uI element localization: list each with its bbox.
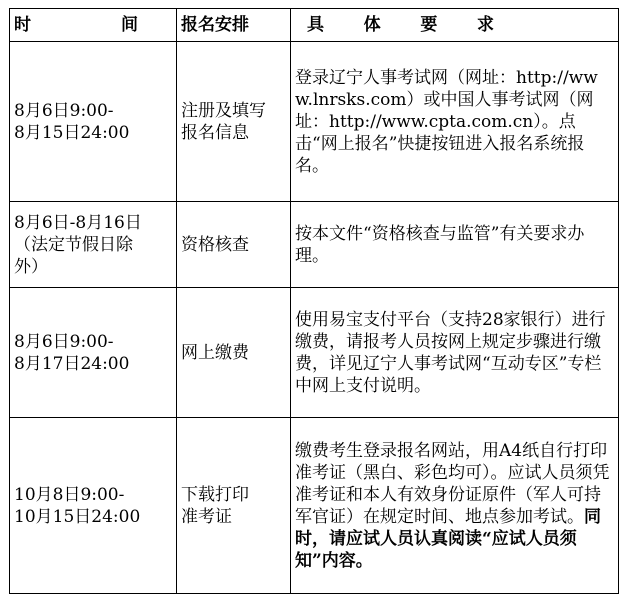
item-line: 注册及填写 — [181, 100, 266, 121]
row-item — [177, 288, 291, 418]
time-line: 8月15日24:00 — [14, 122, 130, 143]
header-req-char-3: 要 — [420, 15, 438, 35]
header-req-char-1: 具 — [307, 15, 324, 35]
time-line: 8月6日-8月16日 — [14, 212, 142, 233]
requirement-text: 按本文件“资格核查与监管”有关要求办理。 — [295, 223, 585, 266]
row-requirement — [291, 418, 619, 594]
header-time — [10, 9, 177, 42]
requirement-text: 缴费考生登录报名网站，用A4纸自行打印准考证（黑白、彩色均可）。应试人员须凭准考证和本人有效身份证原件（军人可持军官证）在规定时间、地点参加考试。 — [295, 440, 610, 527]
time-line: 外） — [14, 256, 48, 277]
row-time — [10, 202, 177, 288]
time-line: 8月6日9:00- — [14, 100, 114, 121]
item-line: 下载打印 — [181, 484, 249, 505]
header-item: 报名安排 — [177, 9, 291, 42]
row-time — [10, 42, 177, 202]
time-line: （法定节假日除 — [14, 234, 133, 255]
item-line: 资格核查 — [181, 234, 249, 255]
row-item — [177, 418, 291, 594]
row-requirement — [291, 202, 619, 288]
row-requirement — [291, 42, 619, 202]
row-time — [10, 418, 177, 594]
requirement-text: 使用易宝支付平台（支持28家银行）进行缴费，请报考人员按网上规定步骤进行缴费，详见辽宁人事考试网“互动专区”专栏中网上支付说明。 — [295, 309, 606, 396]
row-item — [177, 202, 291, 288]
time-line: 8月17日24:00 — [14, 353, 130, 374]
time-line: 10月8日9:00- — [14, 484, 125, 505]
row-time — [10, 288, 177, 418]
item-line: 准考证 — [181, 506, 232, 527]
header-req-char-2: 体 — [363, 15, 381, 35]
header-requirements — [291, 9, 619, 42]
schedule-table — [9, 8, 619, 594]
time-line: 8月6日9:00- — [14, 331, 114, 352]
table-row — [10, 288, 619, 418]
row-requirement — [291, 288, 619, 418]
item-line: 报名信息 — [181, 122, 249, 143]
row-item — [177, 42, 291, 202]
requirement-text: 登录辽宁人事考试网（网址：http://www.lnrsks.com）或中国人事考试网（网址：http://www.cpta.com.cn）。点击“网上报名”快捷按钮进入报名系统报名。 — [295, 67, 598, 176]
header-time-char-1: 时 — [14, 15, 31, 35]
table-row — [10, 202, 619, 288]
header-time-char-2: 间 — [121, 15, 138, 35]
header-req-char-4: 求 — [476, 15, 494, 35]
item-line: 网上缴费 — [181, 342, 249, 363]
table-row — [10, 42, 619, 202]
time-line: 10月15日24:00 — [14, 506, 141, 527]
table-row — [10, 418, 619, 594]
header-row — [10, 9, 619, 42]
requirement-bold-note: 同时，请应试人员认真阅读“应试人员须知”内容。 — [295, 506, 601, 571]
